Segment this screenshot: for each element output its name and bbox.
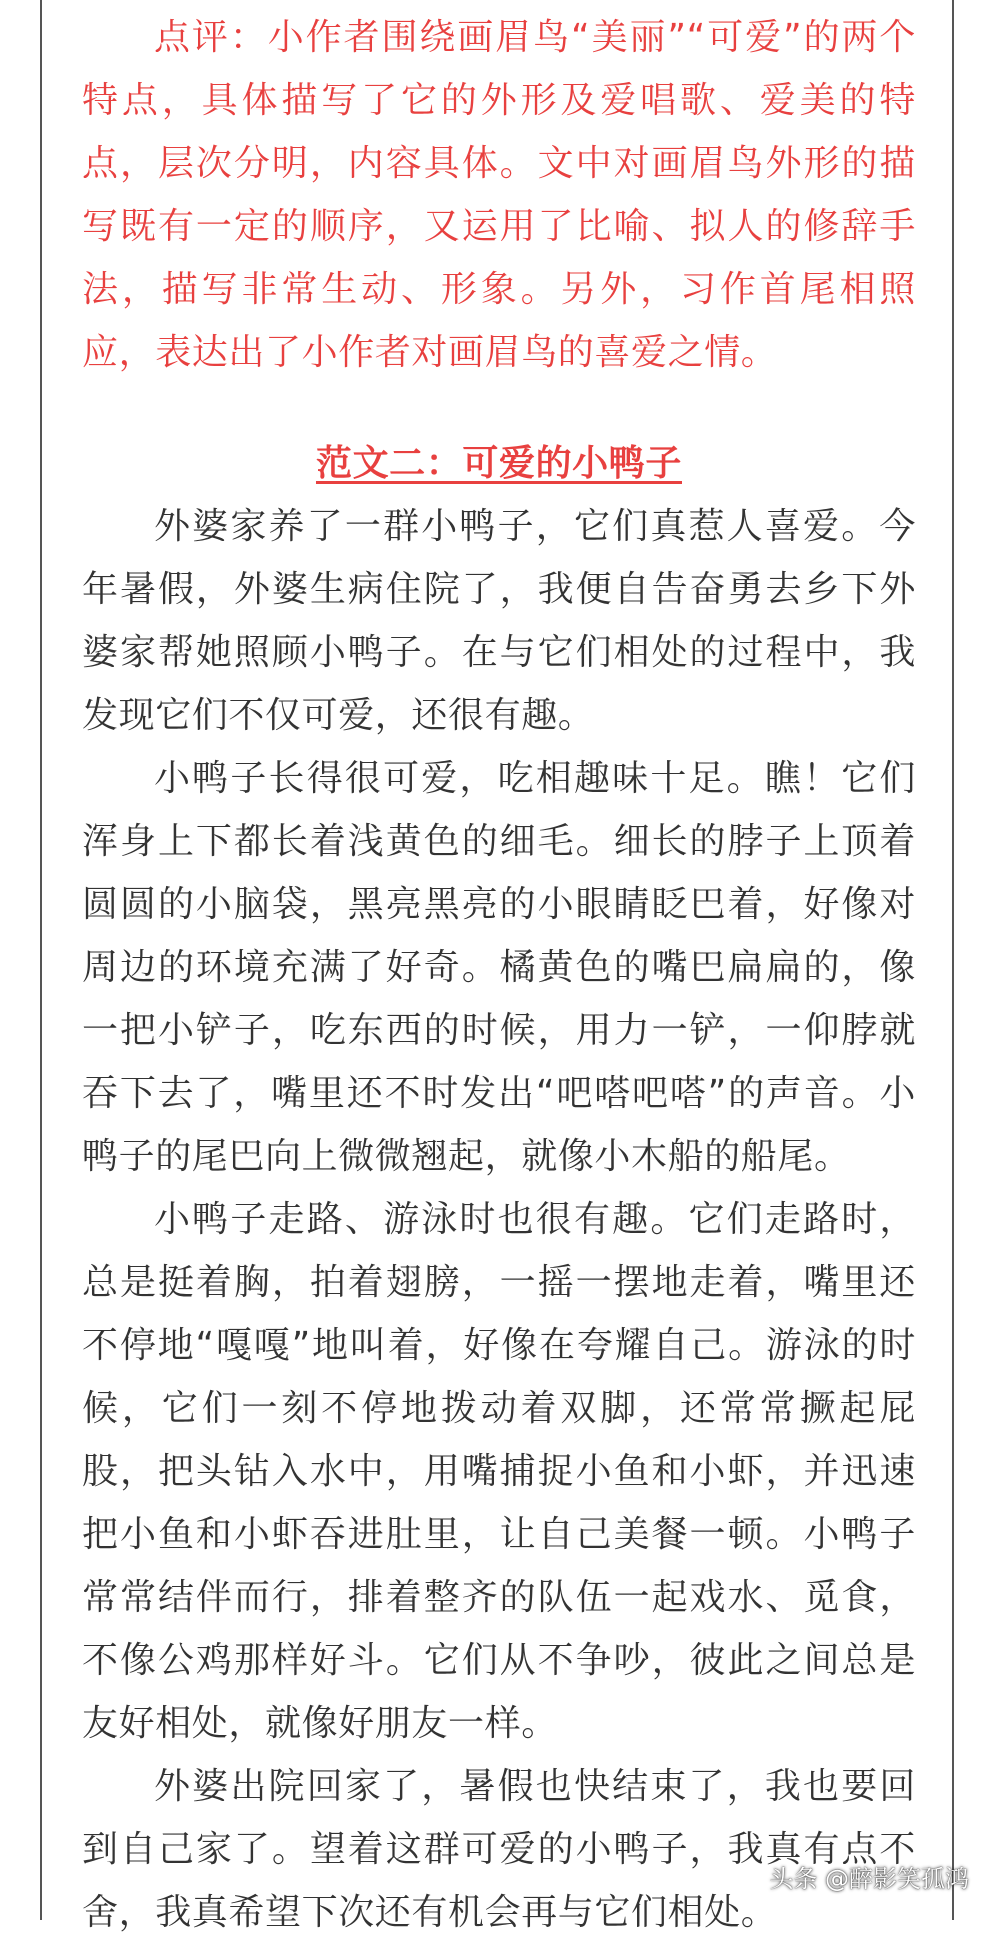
source-watermark: 头条 @醉影笑孤鸿 [769,1865,969,1893]
essay-paragraph-4: 外婆出院回家了，暑假也快结束了，我也要回到自己家了。望着这群可爱的小鸭子，我真有点不舍，我真希望下次还有机会再与它们相处。 [82,1766,916,1933]
comment-paragraph: 点评：小作者围绕画眉鸟“美丽”“可爱”的两个特点，具体描写了它的外形及爱唱歌、爱美的特点，层次分明，内容具体。文中对画眉鸟外形的描写既有一定的顺序，又运用了比喻、拟人的修辞手法，描写非常生动、形象。另外，习作首尾相照应，表达出了小作者对画眉鸟的喜爱之情。 [82,17,916,373]
article-content [82,6,916,1944]
left-border-line [40,0,42,1920]
essay-title: 范文二：可爱的小鸭子 [315,443,682,484]
essay-paragraph-2: 小鸭子长得很可爱，吃相趣味十足。瞧！它们浑身上下都长着浅黄色的细毛。细长的脖子上顶着圆圆的小脑袋，黑亮黑亮的小眼睛眨巴着，好像对周边的环境充满了好奇。橘黄色的嘴巴扁扁的，像一把小铲子，吃东西的时候，用力一铲，一仰脖就吞下去了，嘴里还不时发出“吧嗒吧嗒”的声音。小鸭子的尾巴向上微微翘起，就像小木船的船尾。 [82,758,916,1177]
right-border-line [952,0,954,1920]
essay-paragraph-1: 外婆家养了一群小鸭子，它们真惹人喜爱。今年暑假，外婆生病住院了，我便自告奋勇去乡下外婆家帮她照顾小鸭子。在与它们相处的过程中，我发现它们不仅可爱，还很有趣。 [82,506,916,736]
essay-paragraph-3: 小鸭子走路、游泳时也很有趣。它们走路时，总是挺着胸，拍着翅膀，一摇一摆地走着，嘴里还不停地“嘎嘎”地叫着，好像在夸耀自己。游泳的时候，它们一刻不停地拨动着双脚，还常常撅起屁股，把头钻入水中，用嘴捕捉小鱼和小虾，并迅速把小鱼和小虾吞进肚里，让自己美餐一顿。小鸭子常常结伴而行，排着整齐的队伍一起戏水、觅食，不像公鸡那样好斗。它们从不争吵，彼此之间总是友好相处，就像好朋友一样。 [82,1199,916,1744]
